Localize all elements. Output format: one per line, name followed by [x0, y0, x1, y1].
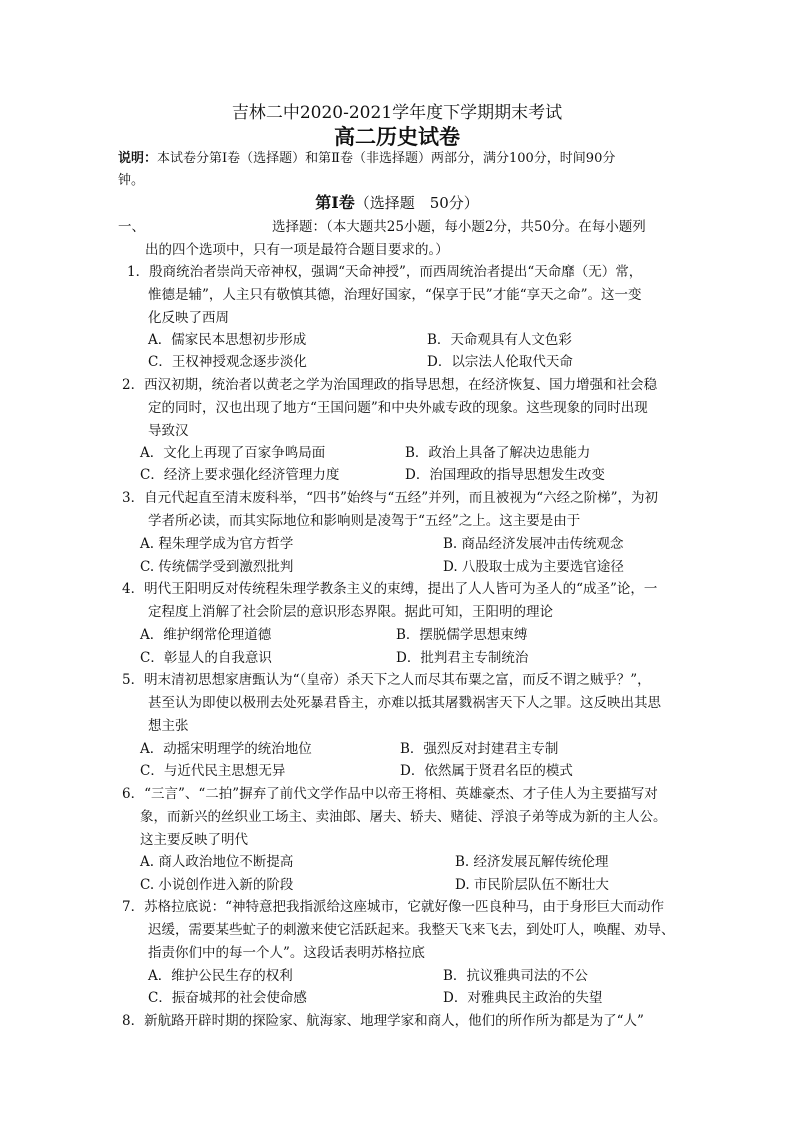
q4-option-c[interactable]: C．彰显人的自我意识: [140, 650, 272, 666]
q1-option-d[interactable]: D．以宗法人伦取代天命: [427, 354, 573, 370]
q3-option-c[interactable]: C. 传统儒学受到激烈批判: [140, 559, 294, 575]
q6-option-c[interactable]: C. 小说创作进入新的阶段: [140, 877, 294, 893]
instruction-line-2: 出的四个选项中，只有一项是最符合题目要求的。）: [145, 242, 449, 258]
q6-line-1: 6．“三言”、“二拍”摒弃了前代文学作品中以帝王将相、英雄豪杰、才子佳人为主要描写对: [122, 786, 658, 802]
q7-line-1: 7．苏格拉底说：“神特意把我指派给这座城市，它就好像一匹良种马，由于身形巨大而动作: [122, 899, 664, 915]
q4-option-d[interactable]: D．批判君主专制统治: [396, 650, 529, 666]
note-text-1: 本试卷分第Ⅰ卷（选择题）和第Ⅱ卷（非选择题）两部分，满分100分，时间90分: [157, 151, 616, 166]
q1-line-2: 惟德是辅”，人主只有敬慎其德，治理好国家，“保享于民”才能“享天之命”。这一变: [148, 287, 642, 303]
q4-option-a[interactable]: A．维护纲常伦理道德: [140, 627, 272, 643]
instruction-line-1: 选择题：（本大题共25小题，每小题2分，共50分。在每小题列: [272, 219, 646, 235]
section-title-rest: （选择题 50分）: [354, 194, 479, 212]
exam-note: [118, 148, 688, 192]
q4-line-2: 定程度上消解了社会阶层的意识形态界限。据此可知，王阳明的理论: [148, 604, 553, 620]
q2-option-c[interactable]: C．经济上要求强化经济管理力度: [140, 467, 340, 483]
q1-option-c[interactable]: C．王权神授观念逐步淡化: [148, 354, 307, 370]
q7-option-c[interactable]: C．振奋城邦的社会使命感: [148, 990, 307, 1006]
q2-option-d[interactable]: D．治国理政的指导思想发生改变: [405, 467, 605, 483]
q3-option-b[interactable]: B. 商品经济发展冲击传统观念: [443, 536, 624, 552]
q7-option-b[interactable]: B．抗议雅典司法的不公: [443, 968, 588, 984]
exam-title: 吉林二中2020-2021学年度下学期期末考试: [231, 103, 563, 123]
q5-option-b[interactable]: B．强烈反对封建君主专制: [400, 741, 559, 757]
q2-line-3: 导致汉: [148, 423, 189, 439]
q7-line-3: 指责你们中的每一个人”。这段话表明苏格拉底: [148, 945, 425, 961]
q3-line-2: 学者所必读，而其实际地位和影响则是凌驾于“五经”之上。这主要是由于: [148, 513, 581, 529]
q5-line-1: 5．明末清初思想家唐甄认为“（皇帝）杀天下之人而尽其布粟之富，而反不谓之贼乎？”，: [122, 672, 651, 688]
section-heading: [0, 190, 794, 213]
q1-line-1: 1．殷商统治者崇尚天帝神权，强调“天命神授”，而西周统治者提出“天命靡（无）常，: [127, 264, 643, 280]
q6-line-2: 象，而新兴的丝织业工场主、卖油郎、屠夫、轿夫、赌徒、浮浪子弟等成为新的主人公。: [140, 809, 667, 825]
q2-option-a[interactable]: A．文化上再现了百家争鸣局面: [140, 445, 326, 461]
exam-subtitle: 高二历史试卷: [334, 124, 460, 149]
note-text-2: 钟。: [118, 173, 145, 188]
section-title-bold: 第Ⅰ卷: [315, 193, 355, 212]
note-label: 说明：: [118, 151, 158, 166]
q4-option-b[interactable]: B．摆脱儒学思想束缚: [396, 627, 528, 643]
q6-option-a[interactable]: A. 商人政治地位不断提高: [140, 854, 294, 870]
q1-option-a[interactable]: A．儒家民本思想初步形成: [148, 332, 307, 348]
q5-option-c[interactable]: C．与近代民主思想无异: [140, 763, 286, 779]
q5-option-a[interactable]: A．动摇宋明理学的统治地位: [140, 741, 312, 757]
q7-line-2: 迟缓，需要某些虻子的刺激来使它活跃起来。我整天飞来飞去，到处叮人，唤醒、劝导、: [148, 922, 675, 938]
q7-option-d[interactable]: D．对雅典民主政治的失望: [443, 990, 603, 1006]
q7-option-a[interactable]: A．维护公民生存的权利: [148, 968, 293, 984]
q1-line-3: 化反映了西周: [148, 310, 229, 326]
q2-line-2: 定的同时，汉也出现了地方“王国问题”和中央外戚专政的现象。这些现象的同时出现: [148, 400, 648, 416]
q5-line-2: 甚至认为即使以极刑去处死暴君昏主，亦难以抵其屠戮祸害天下人之罪。这反映出其思: [148, 695, 661, 711]
q6-line-3: 这主要反映了明代: [140, 832, 248, 848]
instruction-number: 一、: [118, 219, 145, 235]
q5-line-3: 想主张: [148, 718, 189, 734]
q8-line-1: 8．新航路开辟时期的探险家、航海家、地理学家和商人，他们的所作所为都是为了“人”: [122, 1013, 644, 1029]
q6-option-d[interactable]: D. 市民阶层队伍不断壮大: [455, 877, 609, 893]
q6-option-b[interactable]: B. 经济发展瓦解传统伦理: [455, 854, 609, 870]
q2-option-b[interactable]: B．政治上具备了解决边患能力: [405, 445, 591, 461]
q1-option-b[interactable]: B．天命观具有人文色彩: [427, 332, 572, 348]
q5-option-d[interactable]: D．依然属于贤君名臣的模式: [400, 763, 573, 779]
q3-option-d[interactable]: D. 八股取士成为主要选官途径: [443, 559, 624, 575]
q3-line-1: 3．自元代起直至清末废科举，“四书”始终与“五经”并列，而且被视为“六经之阶梯”，为初: [122, 490, 658, 506]
q3-option-a[interactable]: A. 程朱理学成为官方哲学: [140, 536, 294, 552]
q4-line-1: 4．明代王阳明反对传统程朱理学教条主义的束缚，提出了人人皆可为圣人的“成圣”论，一: [122, 581, 658, 597]
q2-line-1: 2．西汉初期，统治者以黄老之学为治国理政的指导思想，在经济恢复、国力增强和社会稳: [122, 377, 658, 393]
